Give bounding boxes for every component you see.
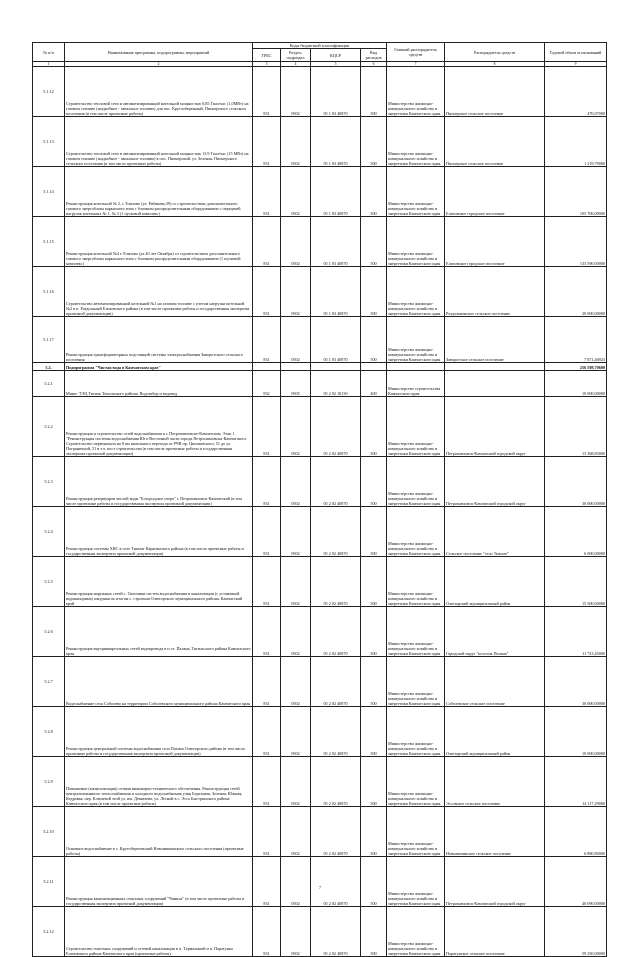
cell-recipient: Олюторский муниципальный район — [445, 557, 545, 607]
index-cell: 2 — [65, 62, 253, 67]
cell-num: 5.1.17 — [33, 317, 65, 363]
cell-name: Реконструкция системы ХВС в селе Тымлат Карагинского района (в том числе проектные работы и государственная экспертиза проектной документации) — [65, 507, 253, 557]
table-row — [33, 267, 607, 317]
cell-vr: 500 — [361, 607, 387, 657]
cell-grbs: 831 — [253, 557, 281, 607]
cell-name: Подпрограмма "Чистая вода в Камчатском крае" — [65, 363, 253, 371]
cell-manager: Министерство жилищно-коммунального хозяйства и энергетики Камчатского края — [387, 507, 445, 557]
index-cell: 7 — [387, 62, 445, 67]
cell-manager: Министерство жилищно-коммунального хозяйства и энергетики Камчатского края — [387, 217, 445, 267]
cell-recipient: Пионерское сельское поселение — [445, 117, 545, 167]
header-num: № п/п — [33, 43, 65, 62]
header-name: Наименование программы, подпрограммы, мероприятий — [65, 43, 253, 62]
cell-razdel: 0502 — [281, 397, 311, 457]
header-vr: Вид расходов — [361, 49, 387, 62]
index-cell: 4 — [281, 62, 311, 67]
cell-amount: 6 880,80000 — [545, 807, 607, 857]
cell-manager: Министерство жилищно-коммунального хозяйства и энергетики Камчатского края — [387, 457, 445, 507]
cell-amount: 256 598,70600 — [545, 363, 607, 371]
cell-grbs: 831 — [253, 807, 281, 857]
table-row — [33, 397, 607, 457]
cell-name: Строительство тепловой сети и автоматизированной котельной мощностью 0,85 Гкал/час (1,0МВт) на газовом топливе (жидкобное - запальное топливо) для пос. Круглобережный, Пионерского сельского поселения (в том числе проектные работы) — [65, 67, 253, 117]
cell-vr: 500 — [361, 657, 387, 707]
cell-name: Основное водоснабжение в с. Крутобереговский Новоавачинского сельского поселения (проектные работы) — [65, 807, 253, 857]
cell-manager: Министерство жилищно-коммунального хозяйства и энергетики Камчатского края — [387, 167, 445, 217]
cell-grbs: 831 — [253, 907, 281, 957]
cell-manager: Министерство жилищно-коммунального хозяйства и энергетики Камчатского края — [387, 267, 445, 317]
cell-razdel: 0502 — [281, 807, 311, 857]
cell-recipient: Соболевское сельское поселение — [445, 657, 545, 707]
cell-recipient — [445, 371, 545, 397]
cell-vr: 500 — [361, 457, 387, 507]
cell-razdel: 0502 — [281, 217, 311, 267]
cell-vr: 500 — [361, 267, 387, 317]
cell-amount: 59 250,00000 — [545, 907, 607, 957]
cell-grbs: 831 — [253, 67, 281, 117]
cell-recipient: Сельское поселение "село Тымлат" — [445, 507, 545, 557]
cell-amount: 14 117,29000 — [545, 757, 607, 807]
cell-razdel: 0502 — [281, 317, 311, 363]
cell-kcsr: 05 2 02 40870 — [311, 907, 361, 957]
cell-kcsr: 05 2 02 40870 — [311, 607, 361, 657]
cell-kcsr: 05 2 02 40870 — [311, 807, 361, 857]
cell-manager: Министерство жилищно-коммунального хозяйства и энергетики Камчатского края — [387, 607, 445, 657]
cell-num: 5.1.14 — [33, 167, 65, 217]
cell-name: Реконструкция канализационных очистных сооружений "Чавыча" (в том числе проектные работы и государственная экспертиза проектной документации) — [65, 857, 253, 907]
cell-razdel: 0502 — [281, 757, 311, 807]
cell-kcsr: 05 1 03 40870 — [311, 67, 361, 117]
cell-recipient: Раздольненское сельское поселение — [445, 267, 545, 317]
table-row — [33, 507, 607, 557]
cell-grbs: 831 — [253, 607, 281, 657]
cell-manager: Министерство жилищно-коммунального хозяйства и энергетики Камчатского края — [387, 907, 445, 957]
cell-num: 5.2.1 — [33, 371, 65, 397]
cell-razdel: 0502 — [281, 117, 311, 167]
cell-grbs: 832 — [253, 371, 281, 397]
cell-vr: 500 — [361, 397, 387, 457]
table-row — [33, 363, 607, 371]
cell-grbs: 831 — [253, 657, 281, 707]
budget-table — [32, 42, 607, 957]
cell-num: 5.1.16 — [33, 267, 65, 317]
cell-vr: 500 — [361, 167, 387, 217]
table-row — [33, 557, 607, 607]
cell-num: 5.2.11 — [33, 857, 65, 907]
cell-amount: 470,07000 — [545, 67, 607, 117]
cell-razdel: 0502 — [281, 657, 311, 707]
cell-grbs: 831 — [253, 267, 281, 317]
cell-recipient: Городской округ "поселок Палана" — [445, 607, 545, 657]
cell-num: 5.2.4 — [33, 507, 65, 557]
table-row — [33, 167, 607, 217]
cell-grbs — [253, 363, 281, 371]
cell-name: Строительство очистных сооружений и сетевой канализации в п. Термальный и п. Паратунка Елизовского района Камчатского края (проектные работы) — [65, 907, 253, 957]
cell-name: Реконструкция внутриквартальных сетей водопровода в п.г.т. Палана, Тигильского района Камчатского края — [65, 607, 253, 657]
cell-manager: Министерство жилищно-коммунального хозяйства и энергетики Камчатского края — [387, 397, 445, 457]
cell-kcsr: 05 1 03 40870 — [311, 217, 361, 267]
table-row — [33, 657, 607, 707]
table-body — [33, 67, 607, 957]
table-row — [33, 67, 607, 117]
cell-grbs: 831 — [253, 757, 281, 807]
cell-name: Реконструкция наружных сетей с. Тиличики систем водоснабжения и канализации (с установкой водонапорных) шкурная по итогам с. строения Олюторского муниципального района, Камчатский край — [65, 557, 253, 607]
cell-razdel: 0502 — [281, 167, 311, 217]
cell-manager: Министерство жилищно-коммунального хозяйства и энергетики Камчатского края — [387, 757, 445, 807]
budget-table-sheet — [32, 42, 606, 957]
cell-num: 5.2.12 — [33, 907, 65, 957]
cell-num: 5.2.6 — [33, 607, 65, 657]
cell-vr: 400 — [361, 371, 387, 397]
cell-vr: 500 — [361, 807, 387, 857]
cell-name: Реконструкция трансформаторных подстанций системы электроснабжения Заворотского сельского поселения — [65, 317, 253, 363]
cell-num: 5.2.8 — [33, 707, 65, 757]
table-row — [33, 857, 607, 907]
table-row — [33, 117, 607, 167]
cell-grbs: 831 — [253, 707, 281, 757]
cell-vr: 500 — [361, 217, 387, 267]
cell-razdel: 0502 — [281, 267, 311, 317]
cell-grbs: 831 — [253, 457, 281, 507]
table-row — [33, 757, 607, 807]
cell-amount: 11 723,45000 — [545, 607, 607, 657]
cell-manager: Министерство жилищно-коммунального хозяйства и энергетики Камчатского края — [387, 317, 445, 363]
header-manager: Главный распорядитель средств — [387, 43, 445, 62]
cell-manager: Министерство жилищно-коммунального хозяйства и энергетики Камчатского края — [387, 117, 445, 167]
cell-grbs: 831 — [253, 217, 281, 267]
cell-kcsr: 05 1 03 40870 — [311, 317, 361, 363]
index-cell: 8 — [445, 62, 545, 67]
cell-razdel: 0502 — [281, 907, 311, 957]
cell-recipient: Елизовское городское поселение — [445, 217, 545, 267]
cell-recipient: Новоавачинское сельское поселение — [445, 807, 545, 857]
cell-vr: 500 — [361, 907, 387, 957]
cell-name: Реконструкция котельной № 2, г. Елизово (ул. Рябикова,39) со строительством дополнительного газового энергоблока каркасного типа с блочным распределительным оборудованием с передачей нагрузок котельных № 1, № 3 (1 пусковой комплекс) — [65, 167, 253, 217]
cell-manager: Министерство жилищно-коммунального хозяйства и энергетики Камчатского края — [387, 67, 445, 117]
cell-grbs: 831 — [253, 507, 281, 557]
index-cell: 9 — [545, 62, 607, 67]
cell-recipient: Петропавловск-Камчатский городской округ — [445, 857, 545, 907]
index-cell: 3 — [253, 62, 281, 67]
cell-grbs: 831 — [253, 857, 281, 907]
cell-kcsr: 05 1 03 40870 — [311, 167, 361, 217]
cell-recipient: Эссовское сельское поселение — [445, 757, 545, 807]
cell-vr: 500 — [361, 317, 387, 363]
header-grbs: ГРБС — [253, 49, 281, 62]
cell-num: 5.2.2 — [33, 397, 65, 457]
cell-vr: 500 — [361, 117, 387, 167]
cell-num: 5.1.13 — [33, 117, 65, 167]
cell-manager: Министерство жилищно-коммунального хозяйства и энергетики Камчатского края — [387, 807, 445, 857]
cell-razdel — [281, 363, 311, 371]
cell-kcsr: 05 2 02 40870 — [311, 457, 361, 507]
table-row — [33, 371, 607, 397]
cell-num: 5.2.9 — [33, 757, 65, 807]
cell-amount: 10 000,00000 — [545, 707, 607, 757]
cell-recipient: Заворотское сельское поселение — [445, 317, 545, 363]
cell-name: Реконструкция котельной №4 г. Елизово (ул.40 лет Октября) со строительством дополнительного газового энергоблока каркасного типа с блочным распределительным оборудованием (1 пусковой комплекс) — [65, 217, 253, 267]
cell-amount: 133 590,00000 — [545, 217, 607, 267]
cell-kcsr: 05 2 02 40870 — [311, 557, 361, 607]
cell-razdel: 0505 — [281, 371, 311, 397]
cell-recipient — [445, 363, 545, 371]
cell-num: 5.1.15 — [33, 217, 65, 267]
cell-vr — [361, 363, 387, 371]
cell-manager — [387, 363, 445, 371]
cell-num: 5.2. — [33, 363, 65, 371]
cell-name: Водоснабжение села Соболево на территории Соболевского муниципального района Камчатского края — [65, 657, 253, 707]
cell-num: 5.2.5 — [33, 557, 65, 607]
cell-name: Реконструкция центральной системы водоснабжения села Пахачи Олюторского района (в том числе проектные работы и государственная экспертиза проектной документации) — [65, 707, 253, 757]
cell-amount: 10 000,00000 — [545, 371, 607, 397]
cell-kcsr: 05 2 02 10130 — [311, 371, 361, 397]
cell-kcsr: 05 2 02 40870 — [311, 757, 361, 807]
cell-name: Строительство тепловой сети и автоматизированной котельной мощностью 13,9 Гкал/час (15 МВт) на газовом топливе (жидкобное - запальное топливо) в пос. Пионерский, ул. Зеленая, Пионерского сельского поселения (в том числе проектные работы) — [65, 117, 253, 167]
table-row — [33, 457, 607, 507]
cell-vr: 500 — [361, 857, 387, 907]
cell-amount: 6 000,00000 — [545, 507, 607, 557]
cell-amount: 13 368,83000 — [545, 397, 607, 457]
cell-manager: Министерство жилищно-коммунального хозяйства и энергетики Камчатского края — [387, 657, 445, 707]
cell-amount: 30 000,00000 — [545, 457, 607, 507]
cell-amount: 20 000,00000 — [545, 267, 607, 317]
cell-grbs: 831 — [253, 117, 281, 167]
cell-num: 5.2.10 — [33, 807, 65, 857]
header-group: Коды бюджетной классификации — [253, 43, 387, 49]
cell-recipient: Олюторский муниципальный район — [445, 707, 545, 757]
cell-razdel: 0502 — [281, 457, 311, 507]
cell-manager: Министерство жилищно-коммунального хозяйства и энергетики Камчатского края — [387, 557, 445, 607]
cell-recipient: Паратунское сельское поселение — [445, 907, 545, 957]
cell-num: 5.2.7 — [33, 657, 65, 707]
cell-name: Строительство автоматизированной котельной №1 на газовом топливе с учетом нагрузки котельной №2 в п. Раздольный Елизовского района (в том числе проектные работы и государственная экспертиза проектной документации) — [65, 267, 253, 317]
cell-kcsr: 05 2 02 40870 — [311, 707, 361, 757]
cell-razdel: 0502 — [281, 857, 311, 907]
cell-razdel: 0502 — [281, 707, 311, 757]
cell-manager: Министерство жилищно-коммунального хозяйства и энергетики Камчатского края — [387, 707, 445, 757]
cell-amount: 40 090,00000 — [545, 857, 607, 907]
table-row — [33, 317, 607, 363]
header-recipient: Распорядитель средств — [445, 43, 545, 62]
index-cell: 1 — [33, 62, 65, 67]
cell-kcsr: 05 2 02 40870 — [311, 857, 361, 907]
cell-grbs: 831 — [253, 167, 281, 217]
cell-manager: Министерство строительства Камчатского края — [387, 371, 445, 397]
cell-kcsr: 05 1 03 40870 — [311, 117, 361, 167]
cell-manager: Министерство жилищно-коммунального хозяйства и энергетики Камчатского края — [387, 857, 445, 907]
cell-name: Реконструкция и строительство сетей водоснабжения в г. Петропавловске-Камчатском. Этап 1. "Реконструкция системы водоснабжения Юго-Восточной части города Петропавловска-Камчатского. Строительство первоначала на 8 км канального перехода от РЧВ пр. Циолковского, 51 до ул. Пограничной, 51 в т.ч. пост строительства (в том числе проектные работы и государственная экспертиза проектной документации) — [65, 397, 253, 457]
header-amount: Годовой объем ассигнований — [545, 43, 607, 62]
cell-kcsr: 05 1 03 40870 — [311, 267, 361, 317]
cell-razdel: 0502 — [281, 507, 311, 557]
cell-recipient: Пионерское сельское поселение — [445, 67, 545, 117]
cell-razdel: 0502 — [281, 557, 311, 607]
table-row — [33, 907, 607, 957]
cell-recipient: Петропавловск-Камчатский городской округ — [445, 397, 545, 457]
cell-razdel: 0502 — [281, 67, 311, 117]
header-kcsr: КЦСР — [311, 49, 361, 62]
cell-name: Мини- ТЭЦ Тигиль Тигильского района. Водозабор и водовод — [65, 371, 253, 397]
cell-vr: 500 — [361, 67, 387, 117]
table-row — [33, 707, 607, 757]
table-row — [33, 217, 607, 267]
cell-vr: 500 — [361, 557, 387, 607]
cell-name: Повышение (капитализация) сетями инженерно-технического обеспечения. Реконструкция сетей централизованного теплоснабжения и холодного водоснабжения улиц Березовая, Зеленая, Южная, Кедровая, пер. Ключевой этой ул. им. Девятаева, ул. Лесной в с. Эссо Быстринского района Камчатского края (в том числе проектные работы) — [65, 757, 253, 807]
cell-recipient: Елизовское городское поселение — [445, 167, 545, 217]
cell-amount: 105 706,00000 — [545, 167, 607, 217]
index-cell: 5 — [311, 62, 361, 67]
cell-num: 5.2.3 — [33, 457, 65, 507]
cell-vr: 500 — [361, 757, 387, 807]
cell-amount: 15 500,00000 — [545, 557, 607, 607]
table-row — [33, 607, 607, 657]
index-cell: 6 — [361, 62, 387, 67]
cell-recipient: Петропавловск-Камчатский городской округ — [445, 457, 545, 507]
cell-num: 5.1.12 — [33, 67, 65, 117]
cell-amount: 30 000,00000 — [545, 657, 607, 707]
page-number: 7 — [319, 885, 321, 890]
cell-vr: 500 — [361, 707, 387, 757]
cell-amount: 1 219,79000 — [545, 117, 607, 167]
cell-kcsr: 05 2 02 40870 — [311, 507, 361, 557]
cell-amount: 7 871,46923 — [545, 317, 607, 363]
table-header — [33, 43, 607, 67]
cell-vr: 500 — [361, 507, 387, 557]
table-row — [33, 807, 607, 857]
header-razdel: Раздел, подраздел — [281, 49, 311, 62]
cell-grbs: 831 — [253, 397, 281, 457]
cell-razdel: 0502 — [281, 607, 311, 657]
cell-grbs: 831 — [253, 317, 281, 363]
cell-kcsr: 05 2 02 40870 — [311, 397, 361, 457]
cell-kcsr: 05 2 02 40870 — [311, 657, 361, 707]
cell-name: Реконструкция резервуаров чистой воды "Богородское озеро" г. Петропавловск-Камчатский (в том числе проектные работы и государственная экспертиза проектной документации) — [65, 457, 253, 507]
cell-kcsr — [311, 363, 361, 371]
